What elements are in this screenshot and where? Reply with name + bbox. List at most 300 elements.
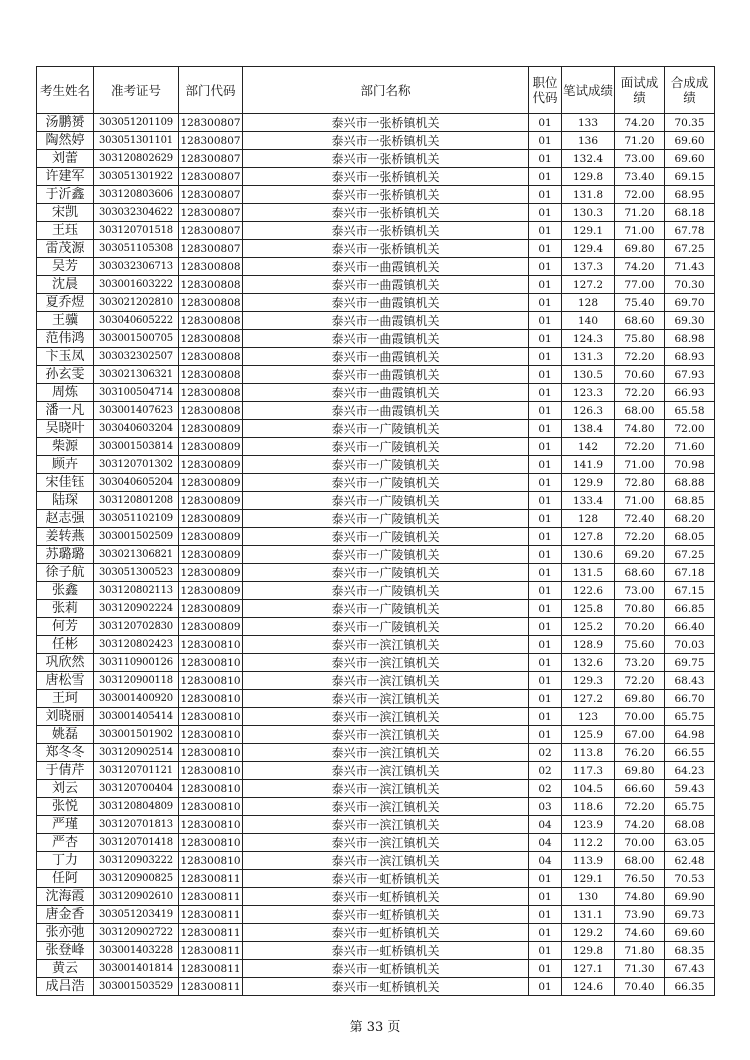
- table-row: [37, 150, 715, 168]
- page-number: 第 33 页: [349, 1020, 401, 1035]
- interview-score-cell: 72.20: [615, 528, 665, 546]
- position-code-cell: 01: [529, 402, 562, 420]
- position-code-cell: 01: [529, 312, 562, 330]
- written-score-cell: 136: [562, 132, 615, 150]
- dept-name-cell: 泰兴市一广陵镇机关: [243, 420, 529, 438]
- candidate-name-cell: 王骥: [37, 312, 94, 330]
- dept-code-cell: 128300809: [179, 474, 243, 492]
- position-code-cell: 01: [529, 978, 562, 996]
- exam-number-cell: 303051102109: [94, 510, 179, 528]
- candidate-name-cell: 沈晨: [37, 276, 94, 294]
- exam-number-cell: 303120900825: [94, 870, 179, 888]
- header-dept-name: 部门名称: [243, 67, 529, 114]
- dept-name-cell: 泰兴市一广陵镇机关: [243, 438, 529, 456]
- candidate-name-cell: 沈海霞: [37, 888, 94, 906]
- candidate-name-cell: 唐金香: [37, 906, 94, 924]
- written-score-cell: 125.8: [562, 600, 615, 618]
- candidate-name-cell: 潘一凡: [37, 402, 94, 420]
- written-score-cell: 131.8: [562, 186, 615, 204]
- dept-code-cell: 128300810: [179, 672, 243, 690]
- interview-score-cell: 72.40: [615, 510, 665, 528]
- total-score-cell: 71.60: [665, 438, 715, 456]
- interview-score-cell: 72.20: [615, 798, 665, 816]
- table-row: [37, 942, 715, 960]
- position-code-cell: 01: [529, 510, 562, 528]
- candidate-name-cell: 何芳: [37, 618, 94, 636]
- written-score-cell: 130.5: [562, 366, 615, 384]
- total-score-cell: 70.53: [665, 870, 715, 888]
- exam-number-cell: 303040605222: [94, 312, 179, 330]
- dept-code-cell: 128300808: [179, 294, 243, 312]
- total-score-cell: 71.43: [665, 258, 715, 276]
- exam-number-cell: 303120802113: [94, 582, 179, 600]
- header-written-score: 笔试成绩: [562, 67, 615, 114]
- table-row: [37, 960, 715, 978]
- interview-score-cell: 75.40: [615, 294, 665, 312]
- total-score-cell: 66.55: [665, 744, 715, 762]
- dept-code-cell: 128300809: [179, 492, 243, 510]
- position-code-cell: 01: [529, 600, 562, 618]
- total-score-cell: 65.58: [665, 402, 715, 420]
- written-score-cell: 132.4: [562, 150, 615, 168]
- total-score-cell: 64.23: [665, 762, 715, 780]
- written-score-cell: 128: [562, 510, 615, 528]
- exam-number-cell: 303040605204: [94, 474, 179, 492]
- position-code-cell: 01: [529, 276, 562, 294]
- total-score-cell: 65.75: [665, 798, 715, 816]
- position-code-cell: 04: [529, 816, 562, 834]
- written-score-cell: 129.3: [562, 672, 615, 690]
- interview-score-cell: 74.80: [615, 420, 665, 438]
- written-score-cell: 140: [562, 312, 615, 330]
- interview-score-cell: 71.00: [615, 456, 665, 474]
- interview-score-cell: 74.60: [615, 924, 665, 942]
- candidate-name-cell: 徐子航: [37, 564, 94, 582]
- candidate-name-cell: 姚磊: [37, 726, 94, 744]
- table-row: [37, 582, 715, 600]
- exam-number-cell: 303032304622: [94, 204, 179, 222]
- exam-number-cell: 303120903222: [94, 852, 179, 870]
- dept-code-cell: 128300809: [179, 618, 243, 636]
- interview-score-cell: 74.80: [615, 888, 665, 906]
- position-code-cell: 01: [529, 582, 562, 600]
- table-row: [37, 114, 715, 132]
- dept-code-cell: 128300808: [179, 276, 243, 294]
- table-row: [37, 672, 715, 690]
- written-score-cell: 129.1: [562, 222, 615, 240]
- written-score-cell: 133: [562, 114, 615, 132]
- interview-score-cell: 69.80: [615, 690, 665, 708]
- total-score-cell: 68.93: [665, 348, 715, 366]
- total-score-cell: 69.60: [665, 924, 715, 942]
- total-score-cell: 68.95: [665, 186, 715, 204]
- table-row: [37, 834, 715, 852]
- total-score-cell: 68.18: [665, 204, 715, 222]
- total-score-cell: 69.60: [665, 132, 715, 150]
- position-code-cell: 01: [529, 492, 562, 510]
- written-score-cell: 117.3: [562, 762, 615, 780]
- table-body: [37, 114, 715, 996]
- dept-code-cell: 128300810: [179, 690, 243, 708]
- interview-score-cell: 71.20: [615, 204, 665, 222]
- total-score-cell: 68.20: [665, 510, 715, 528]
- candidate-name-cell: 成吕浩: [37, 978, 94, 996]
- total-score-cell: 68.88: [665, 474, 715, 492]
- table-row: [37, 330, 715, 348]
- position-code-cell: 02: [529, 744, 562, 762]
- exam-number-cell: 303001401814: [94, 960, 179, 978]
- candidate-name-cell: 汤鹏赟: [37, 114, 94, 132]
- table-row: [37, 888, 715, 906]
- position-code-cell: 01: [529, 906, 562, 924]
- interview-score-cell: 75.80: [615, 330, 665, 348]
- dept-name-cell: 泰兴市一滨江镇机关: [243, 708, 529, 726]
- candidate-name-cell: 王珂: [37, 690, 94, 708]
- written-score-cell: 131.3: [562, 348, 615, 366]
- dept-name-cell: 泰兴市一虹桥镇机关: [243, 888, 529, 906]
- exam-number-cell: 303001502509: [94, 528, 179, 546]
- dept-code-cell: 128300808: [179, 402, 243, 420]
- interview-score-cell: 71.00: [615, 222, 665, 240]
- interview-score-cell: 68.60: [615, 564, 665, 582]
- interview-score-cell: 72.80: [615, 474, 665, 492]
- dept-code-cell: 128300807: [179, 150, 243, 168]
- position-code-cell: 01: [529, 618, 562, 636]
- table-row: [37, 564, 715, 582]
- dept-name-cell: 泰兴市一滨江镇机关: [243, 690, 529, 708]
- dept-code-cell: 128300807: [179, 168, 243, 186]
- candidate-name-cell: 赵志强: [37, 510, 94, 528]
- dept-code-cell: 128300809: [179, 528, 243, 546]
- table-row: [37, 474, 715, 492]
- position-code-cell: 02: [529, 780, 562, 798]
- interview-score-cell: 73.20: [615, 654, 665, 672]
- dept-name-cell: 泰兴市一张桥镇机关: [243, 204, 529, 222]
- written-score-cell: 124.6: [562, 978, 615, 996]
- table-row: [37, 924, 715, 942]
- table-row: [37, 168, 715, 186]
- header-interview-score: 面试成绩: [615, 67, 665, 114]
- exam-number-cell: 303120701302: [94, 456, 179, 474]
- written-score-cell: 122.6: [562, 582, 615, 600]
- table-row: [37, 618, 715, 636]
- dept-name-cell: 泰兴市一滨江镇机关: [243, 726, 529, 744]
- exam-number-cell: 303120902514: [94, 744, 179, 762]
- table-row: [37, 312, 715, 330]
- candidate-name-cell: 严杏: [37, 834, 94, 852]
- table-row: [37, 276, 715, 294]
- written-score-cell: 129.9: [562, 474, 615, 492]
- dept-code-cell: 128300807: [179, 132, 243, 150]
- dept-code-cell: 128300807: [179, 204, 243, 222]
- written-score-cell: 129.1: [562, 870, 615, 888]
- header-exam-number: 准考证号: [94, 67, 179, 114]
- interview-score-cell: 71.20: [615, 132, 665, 150]
- exam-number-cell: 303001503814: [94, 438, 179, 456]
- written-score-cell: 129.8: [562, 168, 615, 186]
- exam-number-cell: 303120700404: [94, 780, 179, 798]
- position-code-cell: 01: [529, 960, 562, 978]
- exam-number-cell: 303001501902: [94, 726, 179, 744]
- dept-code-cell: 128300810: [179, 780, 243, 798]
- position-code-cell: 01: [529, 114, 562, 132]
- exam-number-cell: 303021306321: [94, 366, 179, 384]
- written-score-cell: 123.3: [562, 384, 615, 402]
- dept-name-cell: 泰兴市一曲霞镇机关: [243, 330, 529, 348]
- dept-code-cell: 128300809: [179, 546, 243, 564]
- written-score-cell: 127.8: [562, 528, 615, 546]
- interview-score-cell: 71.30: [615, 960, 665, 978]
- written-score-cell: 127.2: [562, 690, 615, 708]
- position-code-cell: 01: [529, 672, 562, 690]
- dept-name-cell: 泰兴市一滨江镇机关: [243, 780, 529, 798]
- exam-number-cell: 303120801208: [94, 492, 179, 510]
- dept-name-cell: 泰兴市一张桥镇机关: [243, 186, 529, 204]
- candidate-name-cell: 黄云: [37, 960, 94, 978]
- table-row: [37, 348, 715, 366]
- total-score-cell: 66.40: [665, 618, 715, 636]
- position-code-cell: 01: [529, 330, 562, 348]
- written-score-cell: 104.5: [562, 780, 615, 798]
- dept-code-cell: 128300810: [179, 708, 243, 726]
- written-score-cell: 123.9: [562, 816, 615, 834]
- interview-score-cell: 73.90: [615, 906, 665, 924]
- candidate-name-cell: 任阿: [37, 870, 94, 888]
- written-score-cell: 131.5: [562, 564, 615, 582]
- position-code-cell: 01: [529, 222, 562, 240]
- candidate-name-cell: 刘蕾: [37, 150, 94, 168]
- candidate-name-cell: 卞玉凤: [37, 348, 94, 366]
- position-code-cell: 01: [529, 294, 562, 312]
- candidate-name-cell: 唐松雪: [37, 672, 94, 690]
- dept-name-cell: 泰兴市一广陵镇机关: [243, 600, 529, 618]
- dept-name-cell: 泰兴市一广陵镇机关: [243, 510, 529, 528]
- position-code-cell: 04: [529, 834, 562, 852]
- table-row: [37, 780, 715, 798]
- dept-name-cell: 泰兴市一张桥镇机关: [243, 240, 529, 258]
- candidate-name-cell: 张登峰: [37, 942, 94, 960]
- table-row: [37, 978, 715, 996]
- interview-score-cell: 72.00: [615, 186, 665, 204]
- written-score-cell: 125.9: [562, 726, 615, 744]
- interview-score-cell: 68.00: [615, 852, 665, 870]
- exam-number-cell: 303120804809: [94, 798, 179, 816]
- written-score-cell: 124.3: [562, 330, 615, 348]
- dept-code-cell: 128300809: [179, 438, 243, 456]
- written-score-cell: 128: [562, 294, 615, 312]
- dept-name-cell: 泰兴市一张桥镇机关: [243, 150, 529, 168]
- dept-code-cell: 128300807: [179, 240, 243, 258]
- table-row: [37, 528, 715, 546]
- interview-score-cell: 70.00: [615, 708, 665, 726]
- dept-code-cell: 128300809: [179, 456, 243, 474]
- candidate-name-cell: 雷茂源: [37, 240, 94, 258]
- exam-number-cell: 303120902610: [94, 888, 179, 906]
- dept-name-cell: 泰兴市一曲霞镇机关: [243, 366, 529, 384]
- candidate-name-cell: 刘晓丽: [37, 708, 94, 726]
- position-code-cell: 01: [529, 132, 562, 150]
- dept-code-cell: 128300808: [179, 312, 243, 330]
- dept-name-cell: 泰兴市一张桥镇机关: [243, 168, 529, 186]
- position-code-cell: 01: [529, 528, 562, 546]
- dept-name-cell: 泰兴市一曲霞镇机关: [243, 312, 529, 330]
- position-code-cell: 01: [529, 258, 562, 276]
- total-score-cell: 70.98: [665, 456, 715, 474]
- dept-name-cell: 泰兴市一广陵镇机关: [243, 618, 529, 636]
- position-code-cell: 01: [529, 240, 562, 258]
- dept-name-cell: 泰兴市一广陵镇机关: [243, 528, 529, 546]
- exam-number-cell: 303051300523: [94, 564, 179, 582]
- exam-number-cell: 303051201109: [94, 114, 179, 132]
- exam-number-cell: 303051301101: [94, 132, 179, 150]
- dept-name-cell: 泰兴市一滨江镇机关: [243, 672, 529, 690]
- candidate-name-cell: 陆琛: [37, 492, 94, 510]
- exam-number-cell: 303001405414: [94, 708, 179, 726]
- total-score-cell: 63.05: [665, 834, 715, 852]
- dept-code-cell: 128300810: [179, 654, 243, 672]
- written-score-cell: 141.9: [562, 456, 615, 474]
- exam-number-cell: 303001403228: [94, 942, 179, 960]
- table-row: [37, 546, 715, 564]
- dept-code-cell: 128300809: [179, 420, 243, 438]
- candidate-name-cell: 吴晓叶: [37, 420, 94, 438]
- candidate-name-cell: 许建军: [37, 168, 94, 186]
- interview-score-cell: 69.80: [615, 762, 665, 780]
- candidate-name-cell: 夏乔煜: [37, 294, 94, 312]
- written-score-cell: 138.4: [562, 420, 615, 438]
- dept-name-cell: 泰兴市一广陵镇机关: [243, 492, 529, 510]
- dept-code-cell: 128300810: [179, 762, 243, 780]
- position-code-cell: 01: [529, 438, 562, 456]
- exam-number-cell: 303032302507: [94, 348, 179, 366]
- candidate-name-cell: 张鑫: [37, 582, 94, 600]
- total-score-cell: 70.03: [665, 636, 715, 654]
- dept-name-cell: 泰兴市一广陵镇机关: [243, 456, 529, 474]
- dept-code-cell: 128300809: [179, 582, 243, 600]
- interview-score-cell: 69.80: [615, 240, 665, 258]
- position-code-cell: 01: [529, 474, 562, 492]
- position-code-cell: 01: [529, 924, 562, 942]
- candidate-name-cell: 孙玄雯: [37, 366, 94, 384]
- total-score-cell: 59.43: [665, 780, 715, 798]
- written-score-cell: 127.1: [562, 960, 615, 978]
- position-code-cell: 01: [529, 726, 562, 744]
- interview-score-cell: 72.20: [615, 438, 665, 456]
- total-score-cell: 67.93: [665, 366, 715, 384]
- table-row: [37, 870, 715, 888]
- written-score-cell: 113.9: [562, 852, 615, 870]
- position-code-cell: 04: [529, 852, 562, 870]
- interview-score-cell: 74.20: [615, 114, 665, 132]
- score-table-container: [36, 66, 715, 996]
- interview-score-cell: 67.00: [615, 726, 665, 744]
- score-table: [36, 66, 715, 996]
- interview-score-cell: 76.50: [615, 870, 665, 888]
- dept-code-cell: 128300811: [179, 906, 243, 924]
- total-score-cell: 67.78: [665, 222, 715, 240]
- exam-number-cell: 303001503529: [94, 978, 179, 996]
- table-row: [37, 744, 715, 762]
- candidate-name-cell: 周炼: [37, 384, 94, 402]
- interview-score-cell: 77.00: [615, 276, 665, 294]
- exam-number-cell: 303120702830: [94, 618, 179, 636]
- dept-code-cell: 128300811: [179, 960, 243, 978]
- written-score-cell: 123: [562, 708, 615, 726]
- dept-name-cell: 泰兴市一滨江镇机关: [243, 834, 529, 852]
- candidate-name-cell: 吴芳: [37, 258, 94, 276]
- candidate-name-cell: 郑冬冬: [37, 744, 94, 762]
- dept-name-cell: 泰兴市一虹桥镇机关: [243, 906, 529, 924]
- table-row: [37, 798, 715, 816]
- dept-code-cell: 128300810: [179, 834, 243, 852]
- header-candidate-name: 考生姓名: [37, 67, 94, 114]
- candidate-name-cell: 丁力: [37, 852, 94, 870]
- candidate-name-cell: 严瑾: [37, 816, 94, 834]
- dept-name-cell: 泰兴市一虹桥镇机关: [243, 924, 529, 942]
- position-code-cell: 01: [529, 546, 562, 564]
- exam-number-cell: 303120902722: [94, 924, 179, 942]
- table-row: [37, 690, 715, 708]
- total-score-cell: 68.35: [665, 942, 715, 960]
- exam-number-cell: 303120902224: [94, 600, 179, 618]
- candidate-name-cell: 张莉: [37, 600, 94, 618]
- table-row: [37, 456, 715, 474]
- dept-code-cell: 128300808: [179, 330, 243, 348]
- dept-name-cell: 泰兴市一滨江镇机关: [243, 816, 529, 834]
- position-code-cell: 01: [529, 456, 562, 474]
- written-score-cell: 127.2: [562, 276, 615, 294]
- total-score-cell: 68.43: [665, 672, 715, 690]
- position-code-cell: 01: [529, 168, 562, 186]
- exam-number-cell: 303040603204: [94, 420, 179, 438]
- dept-name-cell: 泰兴市一曲霞镇机关: [243, 258, 529, 276]
- dept-code-cell: 128300810: [179, 726, 243, 744]
- table-row: [37, 726, 715, 744]
- interview-score-cell: 71.80: [615, 942, 665, 960]
- exam-number-cell: 303120803606: [94, 186, 179, 204]
- total-score-cell: 68.98: [665, 330, 715, 348]
- total-score-cell: 67.25: [665, 240, 715, 258]
- dept-code-cell: 128300809: [179, 564, 243, 582]
- written-score-cell: 126.3: [562, 402, 615, 420]
- position-code-cell: 01: [529, 366, 562, 384]
- table-row: [37, 384, 715, 402]
- table-row: [37, 222, 715, 240]
- interview-score-cell: 75.60: [615, 636, 665, 654]
- candidate-name-cell: 陶然婷: [37, 132, 94, 150]
- table-row: [37, 906, 715, 924]
- position-code-cell: 03: [529, 798, 562, 816]
- dept-name-cell: 泰兴市一滨江镇机关: [243, 744, 529, 762]
- dept-name-cell: 泰兴市一曲霞镇机关: [243, 276, 529, 294]
- position-code-cell: 01: [529, 708, 562, 726]
- interview-score-cell: 70.40: [615, 978, 665, 996]
- table-row: [37, 708, 715, 726]
- exam-number-cell: 303120701813: [94, 816, 179, 834]
- dept-name-cell: 泰兴市一曲霞镇机关: [243, 402, 529, 420]
- total-score-cell: 68.08: [665, 816, 715, 834]
- table-row: [37, 762, 715, 780]
- dept-code-cell: 128300808: [179, 258, 243, 276]
- table-row: [37, 492, 715, 510]
- table-header-row: [37, 67, 715, 114]
- total-score-cell: 69.15: [665, 168, 715, 186]
- total-score-cell: 70.35: [665, 114, 715, 132]
- exam-number-cell: 303001407623: [94, 402, 179, 420]
- exam-number-cell: 303051203419: [94, 906, 179, 924]
- written-score-cell: 142: [562, 438, 615, 456]
- interview-score-cell: 74.20: [615, 816, 665, 834]
